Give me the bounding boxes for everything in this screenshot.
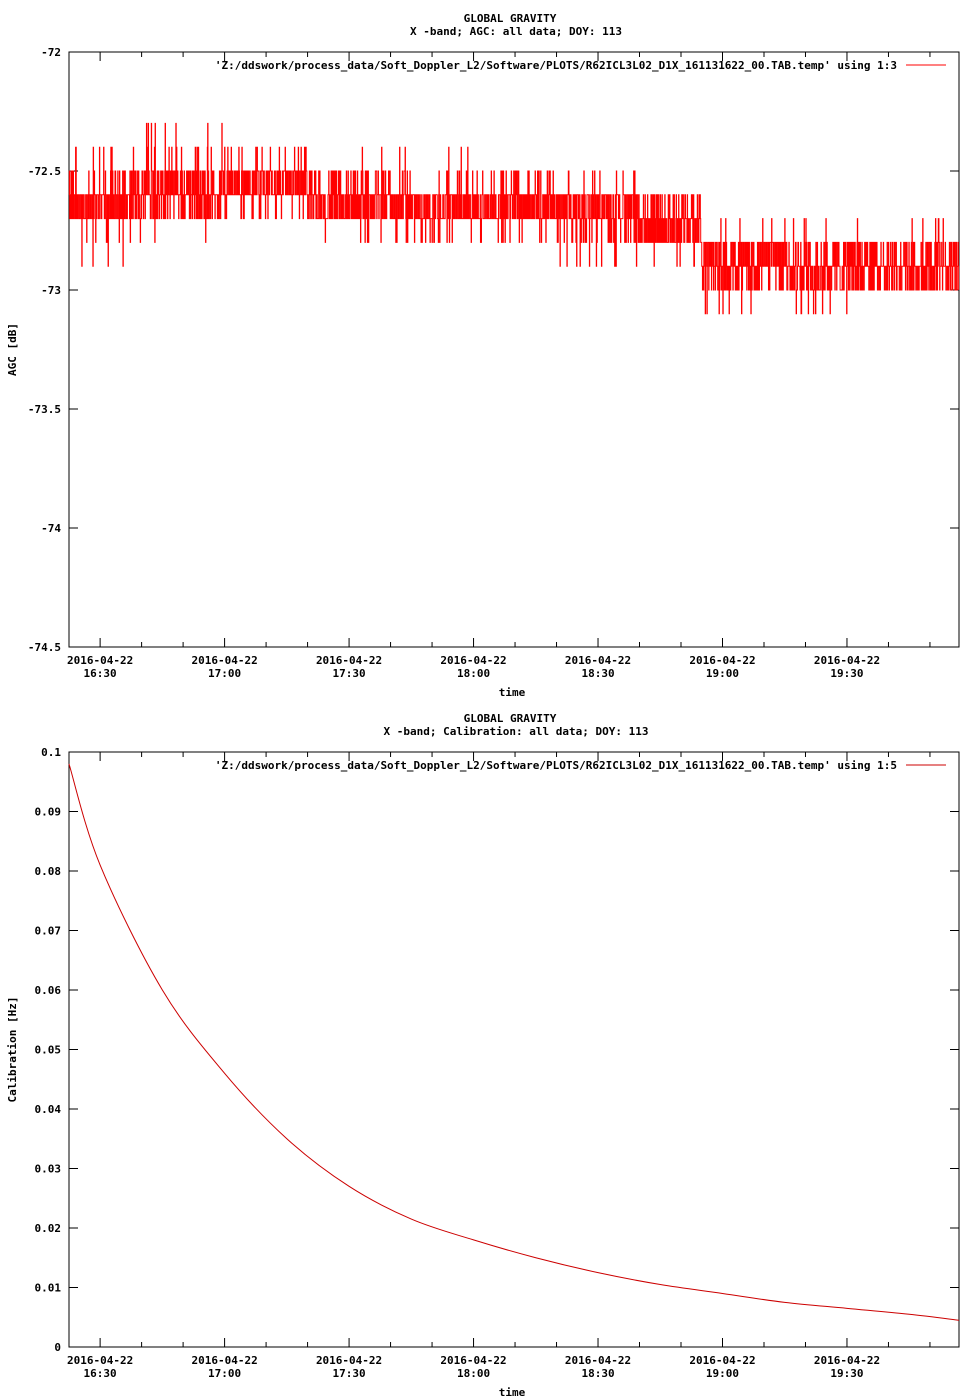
legend-label: 'Z:/ddswork/process_data/Soft_Doppler_L2/Software/PLOTS/R62ICL3L02_D1X_161131622_00.TAB.temp' using 1:3 [214,59,897,72]
x-tick-label-time: 19:00 [705,1367,740,1380]
x-axis-label: time [498,686,526,699]
x-tick-label-time: 17:00 [208,667,242,680]
y-tick-label: 0.05 [34,1043,61,1057]
y-tick-label: 0.02 [34,1222,61,1235]
y-tick-label: 0.01 [34,1281,61,1295]
x-tick-label-date: 2016-04-22 [564,1354,632,1367]
y-tick-label: 0 [54,1341,61,1354]
x-tick-label-date: 2016-04-22 [315,1354,383,1367]
x-tick-label-date: 2016-04-22 [689,654,756,667]
x-axis-label: time [498,1386,526,1399]
x-tick-label-date: 2016-04-22 [440,654,507,667]
agc-chart [6,12,959,699]
x-tick-label-time: 16:30 [83,1367,117,1380]
chart-subtitle: X -band; Calibration: all data; DOY: 113 [383,725,649,738]
chart-subtitle: X -band; AGC: all data; DOY: 113 [410,25,622,38]
y-tick-label: 0.08 [34,865,61,878]
y-tick-label: 0.1 [41,746,61,759]
x-tick-label-time: 18:00 [456,1367,491,1380]
chart-title: GLOBAL GRAVITY [463,712,557,725]
legend-label: 'Z:/ddswork/process_data/Soft_Doppler_L2/Software/PLOTS/R62ICL3L02_D1X_161131622_00.TAB.temp' using 1:5 [214,759,897,772]
y-tick-label: -72 [41,46,61,59]
x-tick-label-date: 2016-04-22 [440,1354,507,1367]
y-tick-label: -73 [41,284,61,297]
y-tick-label: -72.5 [27,165,61,178]
y-axis-label: Calibration [Hz] [6,996,19,1103]
x-tick-label-time: 19:00 [705,667,740,680]
x-tick-label-date: 2016-04-22 [689,1354,756,1367]
x-tick-label-time: 18:00 [456,667,491,680]
y-axis-label: AGC [dB] [6,323,19,376]
x-tick-label-date: 2016-04-22 [813,654,881,667]
x-tick-label-time: 18:30 [581,1367,615,1380]
x-tick-label-date: 2016-04-22 [191,654,258,667]
y-tick-label: -74 [41,522,61,535]
y-tick-label: 0.06 [34,984,61,997]
x-tick-label-date: 2016-04-22 [564,654,632,667]
y-tick-label: 0.09 [34,805,61,819]
x-tick-label-time: 17:30 [332,667,366,680]
x-tick-label-date: 2016-04-22 [813,1354,881,1367]
x-tick-label-time: 19:30 [830,1367,864,1380]
x-tick-label-date: 2016-04-22 [315,654,383,667]
chart-title: GLOBAL GRAVITY [463,12,557,25]
y-tick-label: -74.5 [27,641,61,654]
x-tick-label-date: 2016-04-22 [67,654,134,667]
series-line [69,764,959,1320]
x-tick-label-time: 19:30 [830,667,864,680]
plot-frame [69,52,959,647]
y-tick-label: -73.5 [27,403,61,416]
x-tick-label-time: 16:30 [83,667,117,680]
y-tick-label: 0.04 [34,1103,61,1116]
x-tick-label-time: 17:30 [332,1367,366,1380]
x-tick-label-date: 2016-04-22 [191,1354,258,1367]
x-tick-label-time: 17:00 [208,1367,242,1380]
x-tick-label-date: 2016-04-22 [67,1354,134,1367]
calibration-chart [6,712,959,1399]
y-tick-label: 0.07 [34,924,61,938]
x-tick-label-time: 18:30 [581,667,615,680]
plot-frame [69,752,959,1347]
y-tick-label: 0.03 [34,1162,61,1176]
series-line [69,123,959,313]
